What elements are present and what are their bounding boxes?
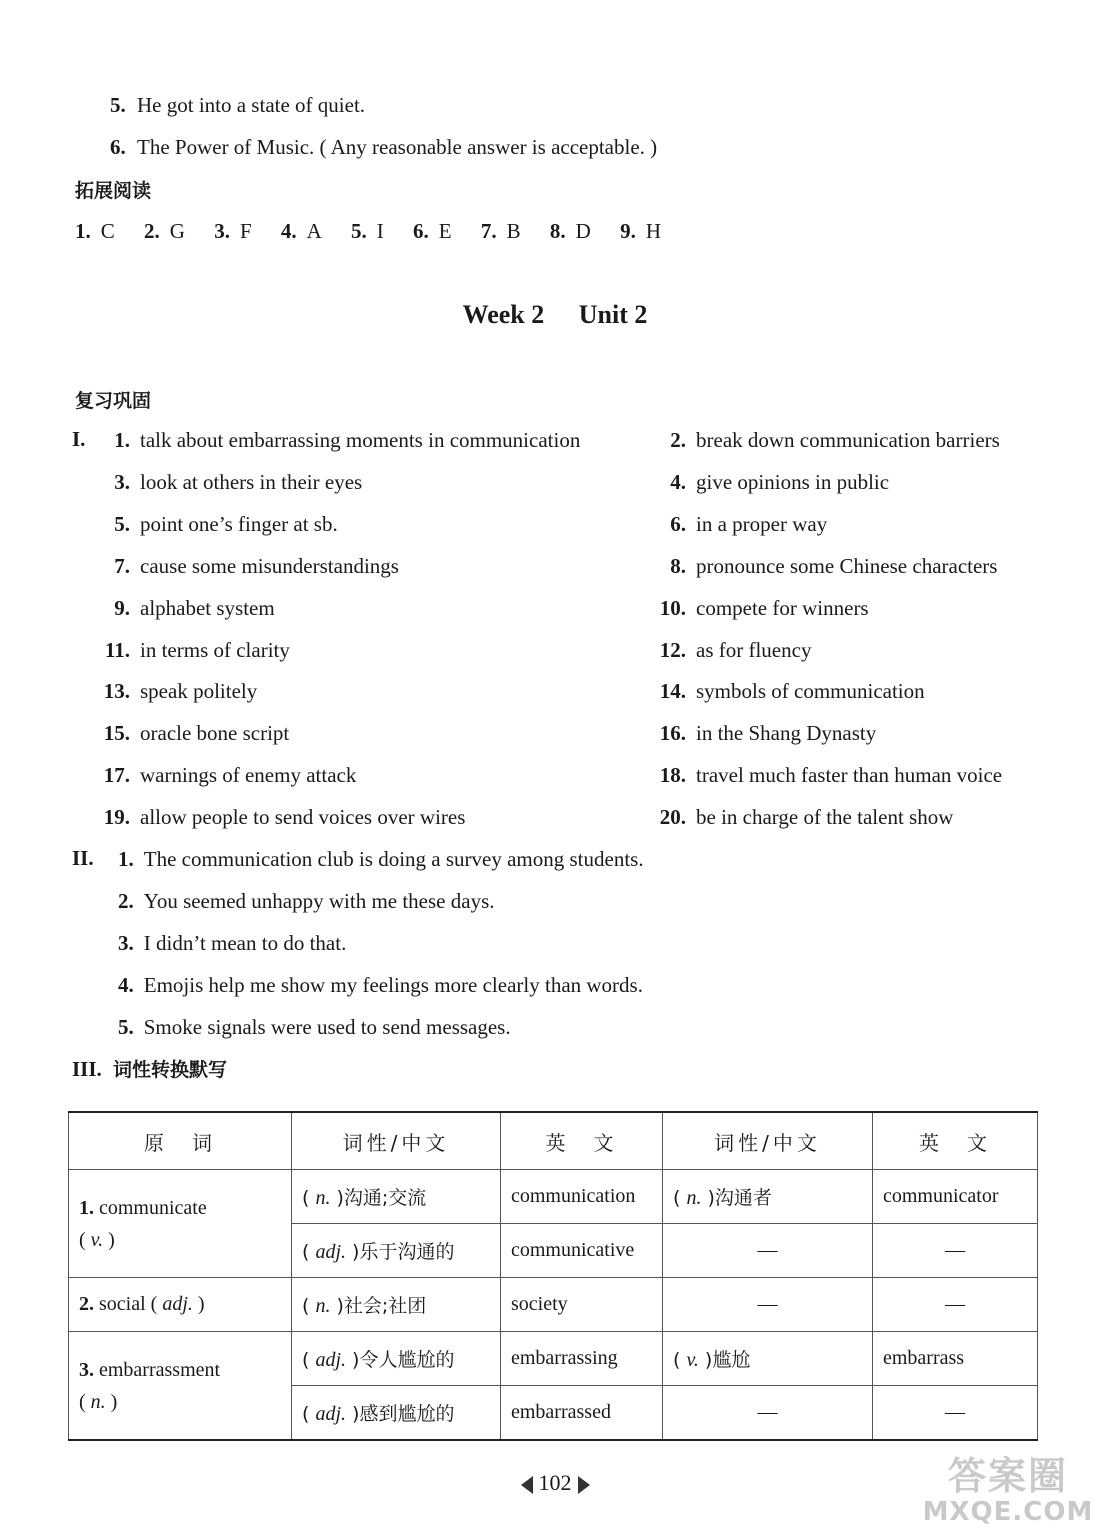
empty-dash-cell: — (873, 1278, 1038, 1332)
item-text: give opinions in public (696, 469, 890, 494)
item-text: in terms of clarity (140, 637, 290, 662)
empty-dash-cell: — (663, 1278, 873, 1332)
item-number: 14. (659, 679, 686, 704)
list-item (118, 1014, 511, 1040)
answer-8: 8. D (549, 219, 591, 243)
answer-9: 9. H (620, 219, 661, 243)
week-label: Week 2 (462, 300, 545, 329)
answer-item-5 (110, 92, 365, 118)
item-text: Smoke signals were used to send messages. (143, 1015, 511, 1039)
item-number: 3. (114, 469, 130, 494)
answer-4: 4. A (280, 219, 322, 243)
english-cell: communicative (501, 1224, 663, 1278)
page-number: 102 (0, 1470, 1110, 1496)
original-word-cell: 2. social ( adj. ) (69, 1278, 292, 1332)
item-number: 4. (670, 469, 686, 494)
answer-item-6 (110, 134, 657, 160)
pos-chinese-cell: ( adj. )乐于沟通的 (292, 1224, 501, 1278)
list-item (652, 678, 925, 704)
table-row (69, 1332, 1038, 1386)
list-item (652, 804, 953, 830)
list-item (652, 469, 889, 495)
item-text: oracle bone script (140, 721, 290, 746)
list-item (96, 762, 356, 788)
item-number: 18. (659, 763, 686, 788)
list-item (96, 469, 362, 495)
item-number: 8. (670, 553, 686, 578)
list-item (118, 972, 643, 998)
list-item (96, 553, 399, 579)
header-pos-chinese-1: 词性/中文 (292, 1112, 501, 1170)
item-number: 9. (114, 595, 130, 620)
list-item (96, 804, 465, 830)
item-text: alphabet system (140, 595, 275, 620)
empty-dash-cell: — (663, 1224, 873, 1278)
header-english-2: 英 文 (873, 1112, 1038, 1170)
section-i-label: I. (72, 427, 86, 451)
unit-label: Unit 2 (578, 300, 648, 329)
item-number: 6. (110, 135, 126, 159)
item-text: break down communication barriers (696, 428, 1000, 452)
item-text: The communication club is doing a survey among students. (143, 847, 644, 871)
triangle-right-icon (578, 1476, 590, 1494)
section-ii-label: II. (72, 846, 94, 870)
list-item (96, 720, 289, 746)
review-heading: 复习巩固 (75, 390, 152, 412)
empty-dash-cell: — (873, 1224, 1038, 1278)
english-cell-2: communicator (873, 1170, 1038, 1224)
item-text: look at others in their eyes (140, 469, 363, 494)
english-cell: embarrassing (501, 1332, 663, 1386)
section-iii-label: III. (72, 1057, 102, 1081)
header-english-1: 英 文 (501, 1112, 663, 1170)
list-item (96, 427, 580, 453)
pos-chinese-cell: ( adj. )令人尴尬的 (292, 1332, 501, 1386)
english-cell: communication (501, 1170, 663, 1224)
item-text: pronounce some Chinese characters (696, 553, 998, 578)
section-iii-header (72, 1056, 227, 1083)
item-number: 5. (110, 93, 126, 117)
item-text: talk about embarrassing moments in communication (140, 428, 581, 452)
item-number: 11. (104, 637, 130, 662)
original-word-cell: 3. embarrassment ( n. ) (69, 1332, 292, 1441)
item-text: The Power of Music. ( Any reasonable answer is acceptable. ) (137, 135, 658, 159)
list-item (652, 720, 876, 746)
list-item (652, 637, 811, 663)
item-number: 19. (103, 805, 130, 830)
item-text: as for fluency (696, 637, 812, 662)
english-cell-2: embarrass (873, 1332, 1038, 1386)
english-cell: embarrassed (501, 1386, 663, 1441)
header-pos-chinese-2: 词性/中文 (663, 1112, 873, 1170)
extended-answers (75, 219, 685, 244)
item-number: 17. (103, 763, 130, 788)
list-item (652, 511, 827, 537)
item-number: 12. (659, 637, 686, 662)
item-number: 1. (114, 428, 130, 452)
item-number: 16. (659, 721, 686, 746)
list-item (118, 888, 495, 914)
header-original-word: 原 词 (69, 1112, 292, 1170)
item-text: warnings of enemy attack (140, 763, 357, 788)
pos-chinese-cell: ( n. )社会;社团 (292, 1278, 501, 1332)
answer-5: 5. I (351, 219, 384, 243)
item-number: 4. (118, 973, 134, 997)
item-text: in a proper way (696, 511, 828, 536)
empty-dash-cell: — (663, 1386, 873, 1441)
item-number: 2. (118, 889, 134, 913)
triangle-left-icon (521, 1476, 533, 1494)
page-title (0, 300, 1110, 330)
extended-reading-heading: 拓展阅读 (75, 180, 152, 202)
item-number: 7. (114, 553, 130, 578)
item-text: speak politely (140, 679, 258, 704)
answer-7: 7. B (480, 219, 521, 243)
list-item (652, 427, 1000, 453)
item-number: 6. (670, 511, 686, 536)
item-text: cause some misunderstandings (140, 553, 399, 578)
answer-1: 1. C (75, 219, 115, 243)
list-item (96, 637, 290, 663)
pos-chinese-cell-2: ( v. )尴尬 (663, 1332, 873, 1386)
section-iii-title: 词性转换默写 (113, 1059, 228, 1081)
pos-chinese-cell-2: ( n. )沟通者 (663, 1170, 873, 1224)
item-number: 15. (103, 721, 130, 746)
item-number: 5. (114, 511, 130, 536)
empty-dash-cell: — (873, 1386, 1038, 1441)
item-number: 13. (103, 679, 130, 704)
item-text: point one’s finger at sb. (140, 511, 338, 536)
answer-3: 3. F (214, 219, 252, 243)
item-text: You seemed unhappy with me these days. (143, 889, 495, 913)
table-row (69, 1278, 1038, 1332)
item-text: be in charge of the talent show (696, 805, 954, 830)
list-item (96, 678, 257, 704)
item-text: He got into a state of quiet. (137, 93, 366, 117)
item-number: 3. (118, 931, 134, 955)
item-number: 1. (118, 847, 134, 871)
item-text: in the Shang Dynasty (696, 721, 877, 746)
item-text: travel much faster than human voice (696, 763, 1003, 788)
pos-chinese-cell: ( adj. )感到尴尬的 (292, 1386, 501, 1441)
pos-chinese-cell: ( n. )沟通;交流 (292, 1170, 501, 1224)
list-item (96, 511, 338, 537)
item-number: 20. (659, 805, 686, 830)
item-text: symbols of communication (696, 679, 925, 704)
list-item (118, 846, 644, 872)
item-number: 10. (659, 595, 686, 620)
english-cell: society (501, 1278, 663, 1332)
item-text: I didn’t mean to do that. (143, 931, 347, 955)
word-form-table (68, 1111, 1038, 1441)
item-text: allow people to send voices over wires (140, 805, 466, 830)
answer-6: 6. E (413, 219, 452, 243)
item-number: 5. (118, 1015, 134, 1039)
list-item (652, 595, 869, 621)
list-item (96, 595, 275, 621)
original-word-cell: 1. communicate ( v. ) (69, 1170, 292, 1278)
item-text: Emojis help me show my feelings more clearly than words. (143, 973, 643, 997)
answer-2: 2. G (144, 219, 185, 243)
table-row (69, 1170, 1038, 1224)
list-item (118, 930, 346, 956)
list-item (652, 762, 1002, 788)
item-number: 2. (670, 428, 686, 452)
item-text: compete for winners (696, 595, 869, 620)
watermark-logo: 答案圈 MXQE.COM (922, 1454, 1094, 1527)
list-item (652, 553, 997, 579)
table-header-row (69, 1112, 1038, 1170)
